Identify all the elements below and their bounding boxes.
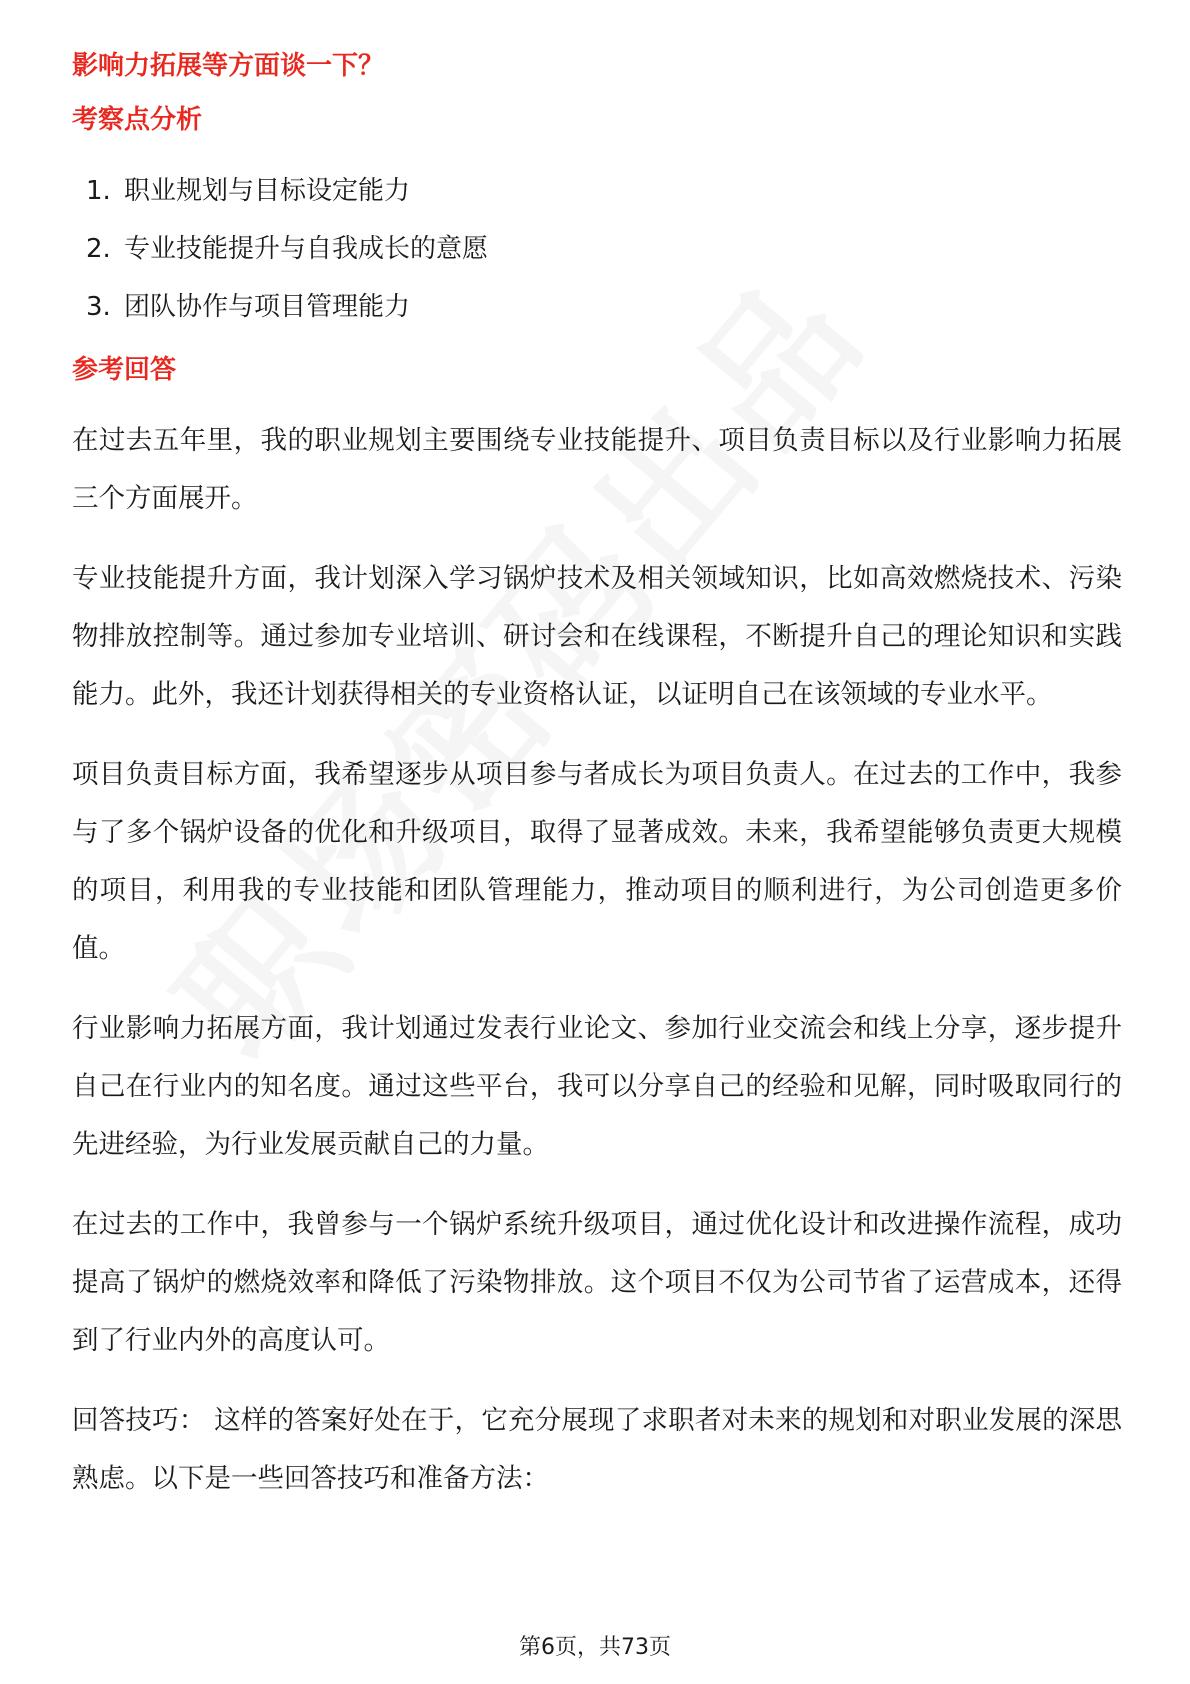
list-item (72, 220, 1122, 278)
list-item-text: 职业规划与目标设定能力 (124, 176, 411, 206)
page-footer: 第6页，共73页 (519, 1635, 671, 1660)
question-tail: 影响力拓展等方面谈一下？ (72, 51, 385, 81)
list-item-number: 2. (86, 234, 111, 264)
list-item-number: 3. (86, 292, 111, 322)
list-item-text: 专业技能提升与自我成长的意愿 (124, 234, 489, 264)
document-page (72, 46, 1122, 1508)
answer-paragraph: 行业影响力拓展方面，我计划通过发表行业论文、参加行业交流会和线上分享，逐步提升自己在行业内的知名度。通过这些平台，我可以分享自己的经验和见解，同时吸取同行的先进经验，为行业发展贡献自己的力量。 (72, 1013, 1122, 1160)
answer-paragraph: 专业技能提升方面，我计划深入学习锅炉技术及相关领域知识，比如高效燃烧技术、污染物排放控制等。通过参加专业培训、研讨会和在线课程，不断提升自己的理论知识和实践能力。此外，我还计划获得相关的专业资格认证，以证明自己在该领域的专业水平。 (72, 563, 1122, 710)
answer-tips-paragraph: 回答技巧： 这样的答案好处在于，它充分展现了求职者对未来的规划和对职业发展的深思熟虑。以下是一些回答技巧和准备方法： (72, 1405, 1122, 1494)
analysis-list (72, 162, 1122, 336)
reference-heading: 参考回答 (72, 355, 177, 385)
answer-paragraph: 在过去五年里，我的职业规划主要围绕专业技能提升、项目负责目标以及行业影响力拓展三个方面展开。 (72, 425, 1122, 514)
answer-paragraph: 项目负责目标方面，我希望逐步从项目参与者成长为项目负责人。在过去的工作中，我参与了多个锅炉设备的优化和升级项目，取得了显著成效。未来，我希望能够负责更大规模的项目，利用我的专业技能和团队管理能力，推动项目的顺利进行，为公司创造更多价值。 (72, 759, 1122, 964)
analysis-heading: 考察点分析 (72, 105, 203, 135)
list-item-text: 团队协作与项目管理能力 (124, 292, 411, 322)
list-item-number: 1. (86, 176, 111, 206)
list-item (72, 162, 1122, 220)
list-item (72, 278, 1122, 336)
answer-paragraph: 在过去的工作中，我曾参与一个锅炉系统升级项目，通过优化设计和改进操作流程，成功提高了锅炉的燃烧效率和降低了污染物排放。这个项目不仅为公司节省了运营成本，还得到了行业内外的高度认可。 (72, 1209, 1122, 1356)
